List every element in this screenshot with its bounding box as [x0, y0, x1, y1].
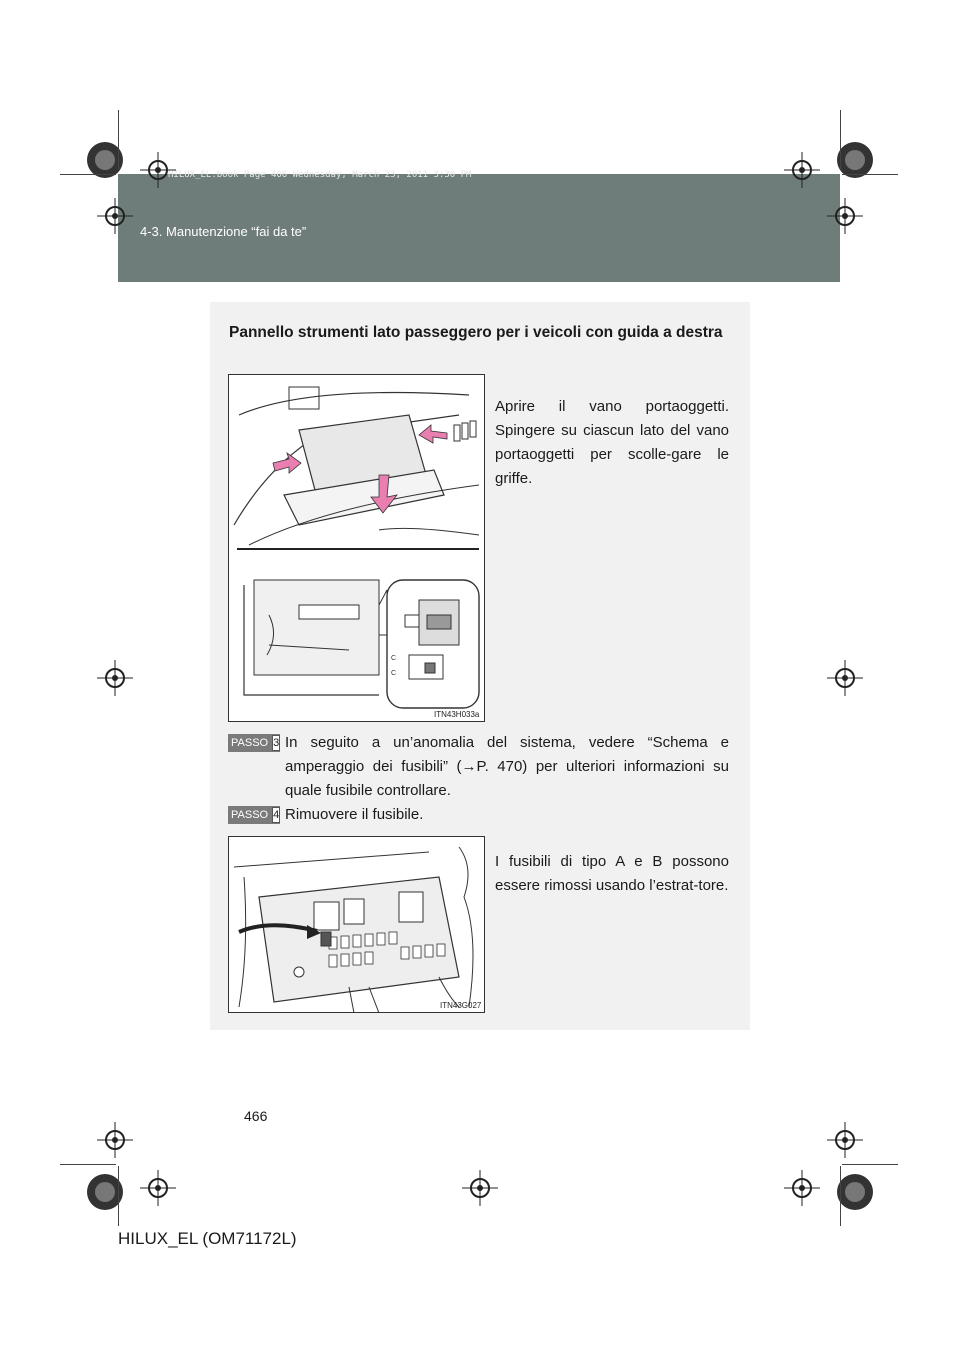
svg-text:C: C — [391, 655, 397, 662]
fuse-illustration — [229, 837, 485, 1013]
crosshair-icon — [462, 1170, 498, 1206]
crosshair-icon — [784, 1170, 820, 1206]
glovebox-illustration — [229, 375, 485, 722]
page-number: 466 — [244, 1108, 268, 1124]
fuse-text: I fusibili di tipo A e B possono essere rimossi usando l’estrat-tore. — [495, 853, 729, 894]
step-4-text: Rimuovere il fusibile. — [285, 806, 424, 823]
crosshair-icon — [97, 198, 133, 234]
step-3-badge — [228, 734, 280, 752]
crop-line — [842, 174, 898, 175]
figure2-code: ITN43G027 — [440, 1001, 482, 1010]
crop-line — [840, 1166, 841, 1226]
subheading: Pannello strumenti lato passeggero per i veicoli con guida a destra — [229, 324, 723, 341]
step-number: 3 — [273, 737, 280, 749]
step-3-text: In seguito a un’anomalia del sistema, vedere “Schema e amperaggio dei fusibili” (→P. 470) per ulteriori informazioni su quale fusibile controllare. — [285, 734, 729, 799]
crop-line — [60, 1164, 116, 1165]
book-id: HILUX_EL (OM71172L) — [118, 1229, 297, 1248]
step-badge-label: PASSO — [231, 809, 269, 821]
registration-mark-icon — [83, 138, 127, 182]
crosshair-icon — [97, 1122, 133, 1158]
crosshair-icon — [827, 1122, 863, 1158]
crosshair-icon — [140, 1170, 176, 1206]
figure1-code: ITN43H033a — [434, 710, 480, 719]
crosshair-icon — [140, 152, 176, 188]
section-title: 4-3. Manutenzione “fai da te” — [140, 224, 307, 239]
crop-line — [842, 1164, 898, 1165]
glovebox-text: Aprire il vano portaoggetti. Spingere su ciascun lato del vano portaoggetti per scolle-gare le griffe. — [495, 398, 729, 487]
glovebox-figure — [228, 374, 485, 722]
registration-mark-icon — [83, 1170, 127, 1214]
crop-line — [840, 110, 841, 170]
crop-line — [60, 174, 116, 175]
print-mark: HILUX_EL.book Page 466 Wednesday, March 23, 2011 3:30 PM — [168, 170, 472, 180]
crop-line — [118, 1166, 119, 1226]
fuse-figure — [228, 836, 485, 1013]
svg-text:C: C — [391, 670, 397, 677]
crosshair-icon — [827, 198, 863, 234]
crosshair-icon — [97, 660, 133, 696]
step-badge-label: PASSO — [231, 737, 269, 749]
step-number: 4 — [273, 809, 280, 821]
crosshair-icon — [784, 152, 820, 188]
crosshair-icon — [827, 660, 863, 696]
crop-line — [118, 110, 119, 170]
step-4-badge — [228, 806, 280, 824]
